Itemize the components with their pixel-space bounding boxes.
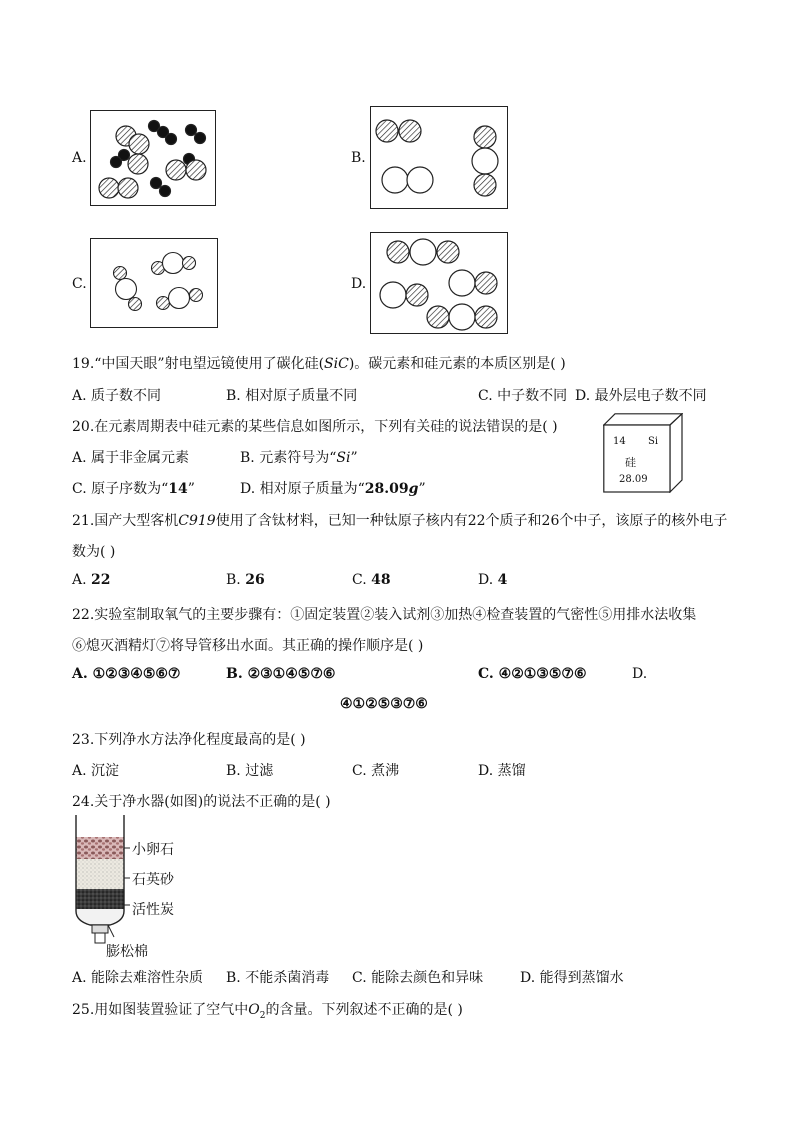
q21-stem-mid2: 个质子和 xyxy=(485,513,542,529)
q21-option-a-label: A. xyxy=(72,572,87,588)
diagram-a-label: A. xyxy=(72,150,87,166)
q21-option-b-label: B. xyxy=(226,572,241,588)
q21-option-d[interactable] xyxy=(478,572,507,588)
q20-option-b-symbol: Si xyxy=(336,450,351,466)
q21-option-c-label: C. xyxy=(352,572,367,588)
water-filter-diagram xyxy=(70,815,190,965)
q21-option-a[interactable] xyxy=(72,572,111,588)
filter-label-quartz-sand: 石英砂 xyxy=(132,872,174,888)
q21-protons: 22 xyxy=(467,513,486,529)
diagram-b xyxy=(370,106,508,209)
q19-option-a[interactable]: A. 质子数不同 xyxy=(72,388,162,404)
q24-option-a[interactable]: A. 能除去难溶性杂质 xyxy=(72,970,204,986)
q21-option-a-value: 22 xyxy=(91,572,111,588)
diagram-b-label: B. xyxy=(351,150,366,166)
q20-option-b-text: B. 元素符号为“ xyxy=(240,450,337,466)
tile-symbol: Si xyxy=(648,436,659,447)
q25-stem-text: 25.用如图装置验证了空气中 xyxy=(72,1002,249,1018)
q20-option-c-quote: ” xyxy=(187,481,195,497)
filter-label-cotton: 膨松棉 xyxy=(106,944,148,960)
q21-option-d-value: 4 xyxy=(497,572,508,588)
q23-stem: 23.下列净水方法净化程度最高的是( ) xyxy=(72,732,306,748)
q21-stem xyxy=(72,510,727,530)
q21-stem-text: 21.国产大型客机 xyxy=(72,513,179,529)
q22-option-b[interactable]: B. ②③①④⑤⑦⑥ xyxy=(226,666,336,682)
q21-stem-line2: 数为( ) xyxy=(72,544,116,560)
q20-option-d-text: D. 相对原子质量为“ xyxy=(240,481,365,497)
q20-option-d[interactable] xyxy=(240,478,426,498)
q24-option-d[interactable]: D. 能得到蒸馏水 xyxy=(520,970,624,986)
diagram-c-label: C. xyxy=(72,276,87,292)
q20-option-d-unit: g xyxy=(408,481,419,497)
q21-option-c-value: 48 xyxy=(371,572,391,588)
q22-option-d-label[interactable]: D. xyxy=(632,666,648,682)
q21-neutrons: 26 xyxy=(541,513,560,529)
filter-label-pebbles: 小卵石 xyxy=(132,842,174,858)
q19-option-b[interactable]: B. 相对原子质量不同 xyxy=(226,388,358,404)
tile-atomic-number: 14 xyxy=(613,436,626,447)
q21-option-b[interactable] xyxy=(226,572,265,588)
q19-formula: SiC xyxy=(324,356,349,372)
tile-name: 硅 xyxy=(625,456,636,469)
q20-option-d-value: 28.09 xyxy=(364,481,409,497)
q21-option-c[interactable] xyxy=(352,572,391,588)
q23-option-a[interactable]: A. 沉淀 xyxy=(72,763,120,779)
diagram-a xyxy=(90,110,216,206)
q21-stem-mid: 使用了含钛材料，已知一种钛原子核内有 xyxy=(215,513,468,529)
q20-option-d-quote: ” xyxy=(418,481,426,497)
q21-option-b-value: 26 xyxy=(245,572,265,588)
q22-option-c[interactable]: C. ④②①③⑤⑦⑥ xyxy=(478,666,587,682)
water-filter-column xyxy=(70,815,130,950)
filter-label-activated-carbon: 活性炭 xyxy=(132,902,174,918)
q22-stem: 22.实验室制取氧气的主要步骤有：①固定装置②装入试剂③加热④检查装置的气密性⑤用排水法收集 xyxy=(72,607,697,623)
q20-option-c-value: 14 xyxy=(168,481,188,497)
q19-option-d[interactable]: D. 最外层电子数不同 xyxy=(575,388,707,404)
diagram-d-label: D. xyxy=(351,276,367,292)
q22-option-d-value[interactable]: ④①②⑤③⑦⑥ xyxy=(340,696,428,712)
q21-option-d-label: D. xyxy=(478,572,494,588)
diagram-d xyxy=(370,232,508,334)
diagram-a-molecules xyxy=(91,111,215,205)
q23-option-c[interactable]: C. 煮沸 xyxy=(352,763,400,779)
q25-formula-subscript: 2 xyxy=(259,1010,266,1021)
q19-stem-text: 19.“中国天眼”射电望远镜使用了碳化硅( xyxy=(72,356,325,372)
diagram-c-molecules xyxy=(91,239,217,327)
q22-option-a[interactable]: A. ①②③④⑤⑥⑦ xyxy=(72,666,181,682)
diagram-c xyxy=(90,238,218,328)
q25-stem-tail: 的含量。下列叙述不正确的是( ) xyxy=(265,1002,463,1018)
q21-model: C919 xyxy=(178,513,216,529)
q23-option-b[interactable]: B. 过滤 xyxy=(226,763,274,779)
q19-stem-tail: )。碳元素和硅元素的本质区别是( ) xyxy=(348,356,566,372)
q20-option-a[interactable]: A. 属于非金属元素 xyxy=(72,450,190,466)
q19-option-c[interactable]: C. 中子数不同 xyxy=(478,388,568,404)
diagram-d-molecules xyxy=(371,233,507,333)
q20-stem: 20.在元素周期表中硅元素的某些信息如图所示，下列有关硅的说法错误的是( ) xyxy=(72,419,558,435)
q22-stem-line2: ⑥熄灭酒精灯⑦将导管移出水面。其正确的操作顺序是( ) xyxy=(72,638,424,654)
q20-option-c-text: C. 原子序数为“ xyxy=(72,481,169,497)
q24-option-c[interactable]: C. 能除去颜色和异味 xyxy=(352,970,484,986)
q21-stem-tail: 个中子，该原子的核外电子 xyxy=(559,513,728,529)
tile-mass: 28.09 xyxy=(619,474,648,485)
diagram-b-molecules xyxy=(371,107,507,208)
q25-stem xyxy=(72,999,463,1021)
silicon-element-tile xyxy=(603,413,683,493)
q20-option-b-quote: ” xyxy=(350,450,358,466)
q25-formula: O xyxy=(248,1002,260,1018)
q20-option-b[interactable] xyxy=(240,447,358,467)
q20-option-c[interactable] xyxy=(72,478,195,498)
q24-option-b[interactable]: B. 不能杀菌消毒 xyxy=(226,970,330,986)
q23-option-d[interactable]: D. 蒸馏 xyxy=(478,763,526,779)
q19-stem xyxy=(72,353,566,373)
q24-stem: 24.关于净水器(如图)的说法不正确的是( ) xyxy=(72,794,331,810)
